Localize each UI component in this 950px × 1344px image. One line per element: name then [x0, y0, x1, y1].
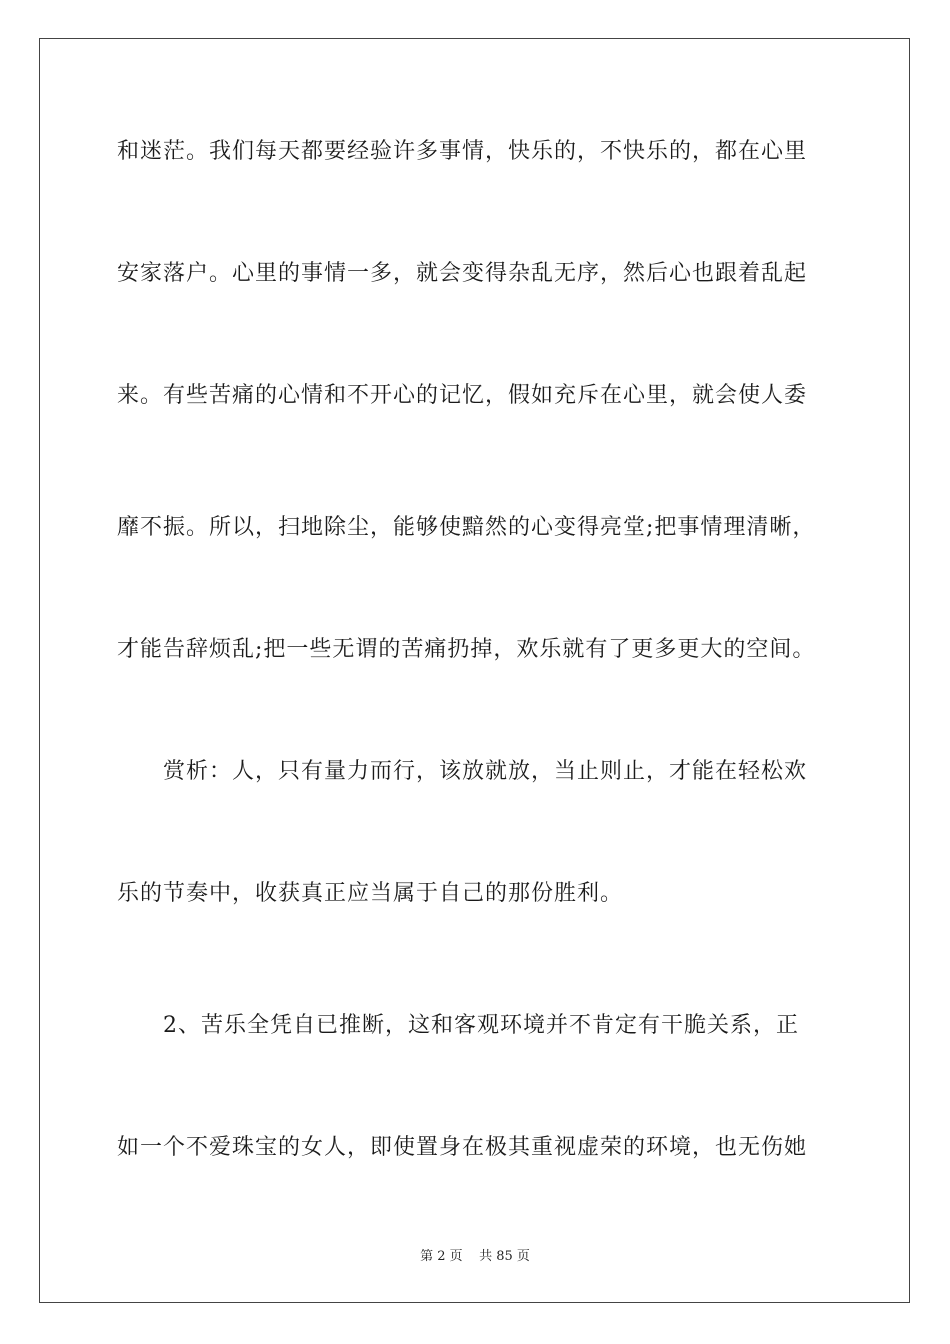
paragraph-line: 才能告辞烦乱;把一些无谓的苦痛扔掉，欢乐就有了更多更大的空间。: [117, 637, 816, 662]
numbered-paragraph-start: 2、苦乐全凭自已推断，这和客观环境并不肯定有干脆关系，正: [163, 1013, 799, 1038]
paragraph-line: 如一个不爱珠宝的女人，即使置身在极其重视虚荣的环境，也无伤她: [117, 1135, 808, 1160]
paragraph-line: 和迷茫。我们每天都要经验许多事情，快乐的，不快乐的，都在心里: [117, 139, 808, 164]
page-number-footer: 第 2 页 共 85 页: [420, 1249, 530, 1264]
paragraph-line: 靡不振。所以，扫地除尘，能够使黯然的心变得亮堂;把事情理清晰，: [117, 515, 816, 540]
paragraph-line: 来。有些苦痛的心情和不开心的记忆，假如充斥在心里，就会使人委: [117, 383, 808, 408]
paragraph-line: 安家落户。心里的事情一多，就会变得杂乱无序，然后心也跟着乱起: [117, 261, 808, 286]
paragraph-line: 乐的节奏中，收获真正应当属于自己的那份胜利。: [117, 881, 624, 906]
analysis-paragraph-start: 赏析：人，只有量力而行，该放就放，当止则止，才能在轻松欢: [163, 759, 808, 784]
page-frame: [39, 38, 910, 1303]
